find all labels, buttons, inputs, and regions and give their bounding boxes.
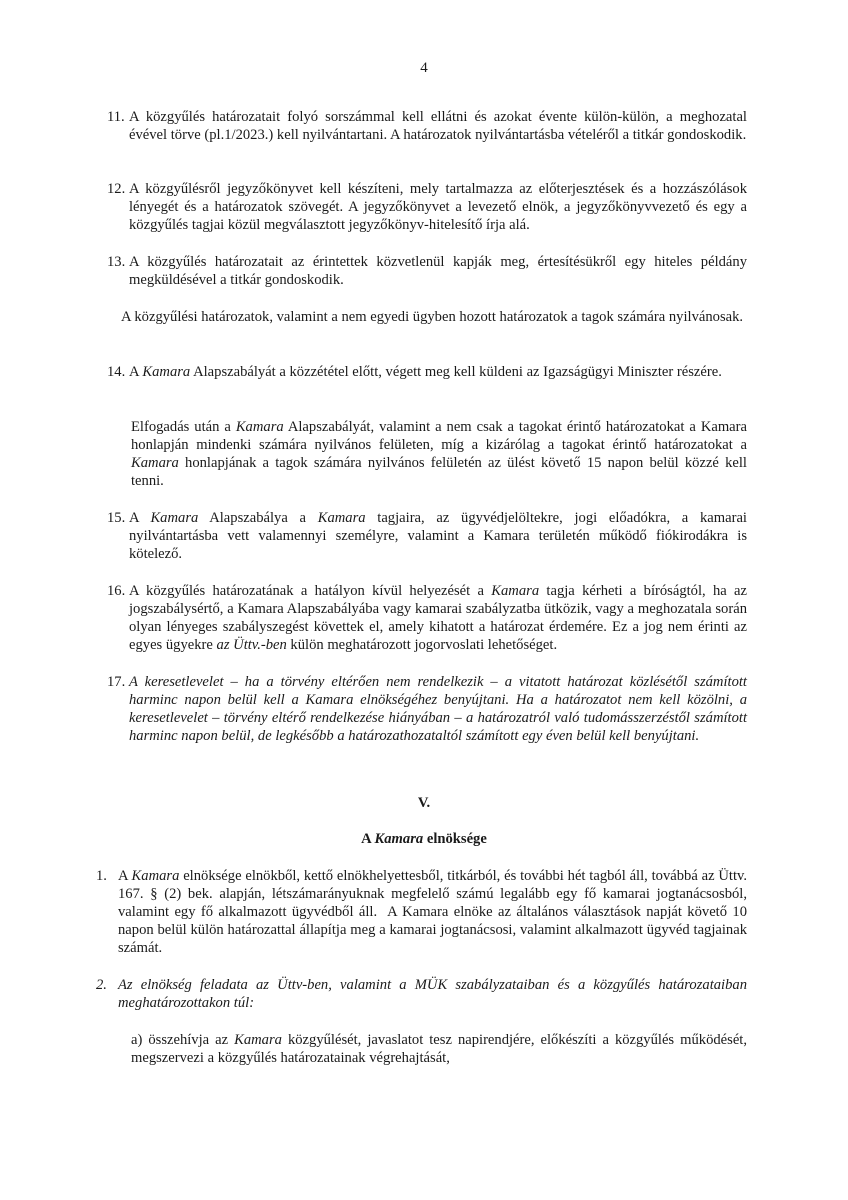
item-text: A Kamara Alapszabálya a Kamara tagjaira, az ügyvédjelöltekre, jogi előadókra, a kamarai nyilvántartásba vett valamennyi személyre, valamint a Kamara területén működő fiókirodákra is kötelező. [129,510,747,562]
paragraph-14b: Elfogadás után a Kamara Alapszabályát, valamint a nem csak a tagokat érintő határozatokat a Kamara honlapján mindenki számára nyilvános felületen, míg a kizárólag a tagokat érintő határozatokat a Kamara honlapjának a tagok számára nyilvános felületén az ülést követő 15 napon belül közzé kell tenni. [131,419,747,489]
item-number: 17. [107,674,126,690]
item-number: 11. [107,109,125,125]
item-text: A Kamara elnöksége elnökből, kettő elnökhelyettesből, titkárból, és további hét tagból áll, továbbá az Üttv. 167. § (2) bek. alapján, létszámarányuknak megfelelő számú legalább egy fő kamarai jogtanácsosból, valamint egy fő alkalmazott ügyvédből áll. A Kamara elnöke az általános választások napját követő 10 napon belül külön határozattal állapítja meg a kamarai jogtanácsosi, valamint alkalmazott ügyvéd tagjainak számát. [118,868,747,956]
item-number: 12. [107,181,126,197]
sub-item-a: a) összehívja az Kamara közgyűlését, javaslatot tesz napirendjére, előkészíti a közgyűlés működését, megszervezi a közgyűlés határozatainak végrehajtását, [131,1032,747,1066]
item-text: Az elnökség feladata az Üttv-ben, valamint a MÜK szabályzataiban és a közgyűlés határozataiban meghatározottakon túl: [118,977,747,1011]
item-number: 13. [107,254,126,270]
list-item-15 [107,509,747,563]
item-number: 16. [107,583,126,599]
section-title: A Kamara elnöksége [361,831,487,847]
item-text: A Kamara Alapszabályát a közzététel előtt, végett meg kell küldeni az Igazságügyi Miniszter részére. [129,364,722,380]
item-text: A közgyűlés határozatának a hatályon kívül helyezését a Kamara tagja kérheti a bíróságtól, ha az jogszabálysértő, a Kamara Alapszabályába vagy kamarai szabályzatba ütközik, vagy a meghozatala során olyan lényeges szabályszegést követtek el, amely kihatott a határozat érdemére. Ez a jog nem érinti az egyes ügyekre az Üttv.-ben külön meghatározott jogorvoslati lehetőséget. [129,583,748,653]
list-item-13 [107,253,747,289]
list-item-16 [107,582,747,654]
section-item-1 [96,867,747,957]
list-item-12 [107,180,747,234]
item-number: 15. [107,510,126,526]
item-text: A közgyűlés határozatait az érintettek közvetlenül kapják meg, értesítésükről egy hiteles példány megküldésével a titkár gondoskodik. [129,254,747,288]
item-text: A közgyűlésről jegyzőkönyvet kell készíteni, mely tartalmazza az előterjesztések és a hozzászólások lényegét és a határozatok szövegét. A jegyzőkönyvet a levezető elnök, a jegyzőkönyvvezető és egy a közgyűlés tagjai közül megválasztott jegyzőkönyv-hitelesítő írja alá. [129,181,747,233]
list-item-17 [107,673,747,745]
page-number: 4 [420,60,428,76]
item-text: A keresetlevelet – ha a törvény eltérően nem rendelkezik – a vitatott határozat közlésétől számított harminc napon belül kell a Kamara elnökségéhez benyújtani. Ha a határozatot nem kell közölni, a keresetlevelet – törvény eltérő rendelkezése hiányában – a határozatról való tudomásszerzéstől számított harminc napon belül, de legkésőbb a határozathozataltól számított egy éven belül kell benyújtani. [129,674,747,744]
list-item-11 [107,108,747,144]
item-number: 1. [96,868,107,884]
item-text: A közgyűlés határozatait folyó sorszámmal kell ellátni és azokat évente külön-külön, a meghozatal évével törve (pl.1/2023.) kell nyilvántartani. A határozatok nyilvántartásba vételéről a titkár gondoskodik. [129,109,747,143]
item-number: 2. [96,977,107,993]
list-item-14 [107,363,747,381]
section-item-2 [96,976,747,1012]
item-number: 14. [107,364,126,380]
paragraph-13b: A közgyűlési határozatok, valamint a nem egyedi ügyben hozott határozatok a tagok számára nyilvánosak. [121,309,744,325]
section-number: V. [417,795,431,811]
